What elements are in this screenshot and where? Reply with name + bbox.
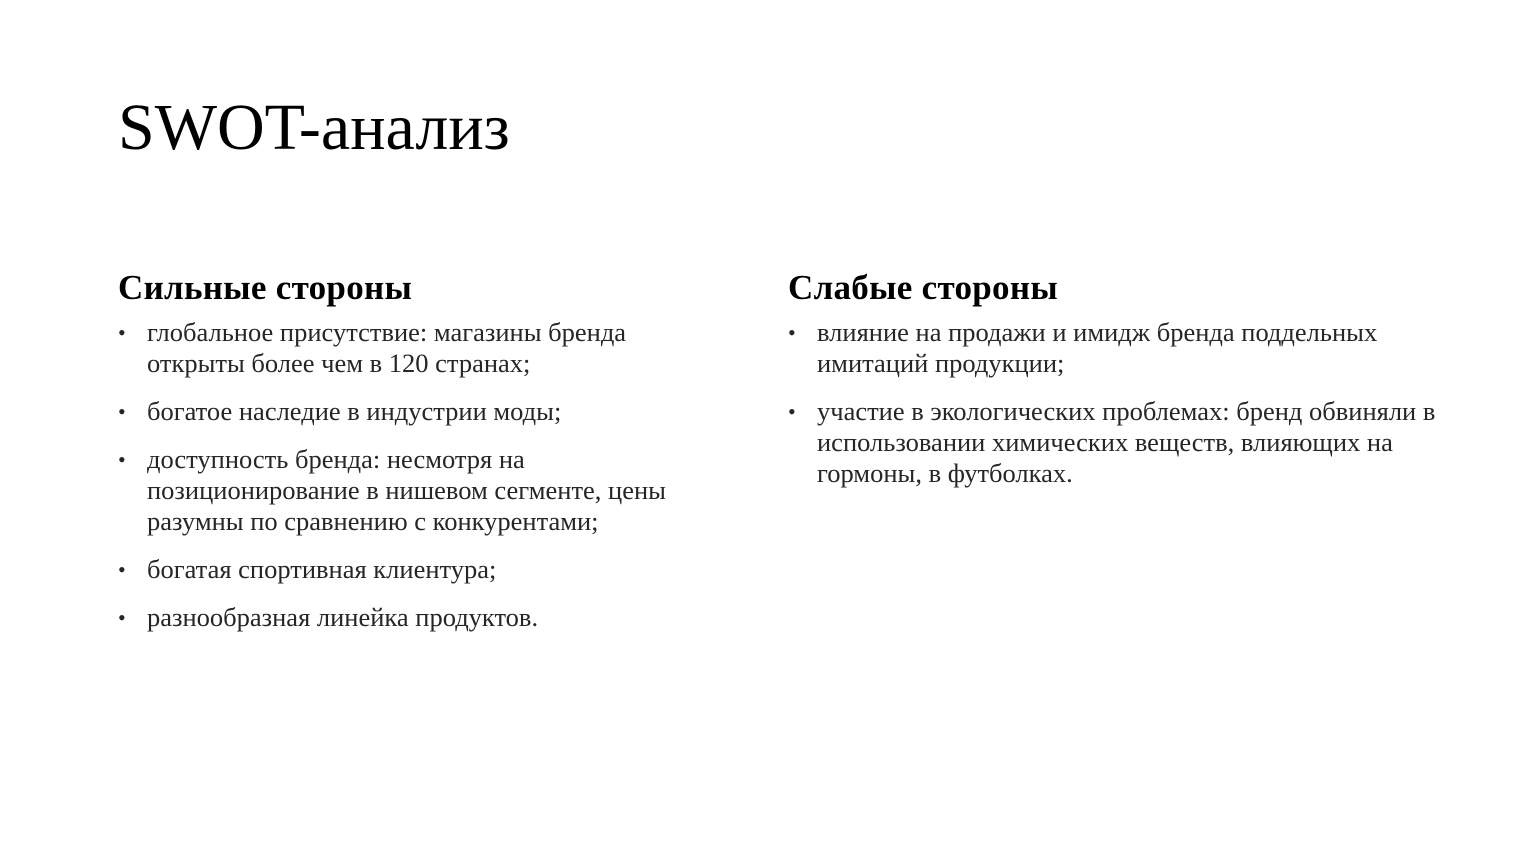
strengths-list	[118, 317, 728, 633]
bullet-icon: •	[118, 557, 126, 582]
strength-item-text: доступность бренда: несмотря на позиционирование в нишевом сегменте, цены разумны по сравнению с конкурентами;	[147, 444, 666, 536]
weakness-item-text: участие в экологических проблемах: бренд обвиняли в использовании химических веществ, влияющих на гормоны, в футболках.	[817, 396, 1436, 488]
strength-item	[118, 444, 728, 537]
strengths-heading: Сильные стороны	[118, 268, 413, 307]
weaknesses-list	[788, 317, 1438, 489]
strength-item	[118, 317, 728, 379]
bullet-icon: •	[788, 399, 796, 424]
bullet-icon: •	[118, 399, 126, 424]
strength-item	[118, 554, 728, 585]
bullet-icon: •	[118, 320, 126, 345]
weaknesses-heading: Слабые стороны	[788, 268, 1058, 307]
strength-item-text: богатое наследие в индустрии моды;	[147, 396, 562, 426]
bullet-icon: •	[118, 447, 126, 472]
weaknesses-column	[788, 266, 1438, 506]
strength-item	[118, 396, 728, 427]
bullet-icon: •	[788, 320, 796, 345]
weakness-item	[788, 317, 1438, 379]
strength-item-text: глобальное присутствие: магазины бренда открыты более чем в 120 странах;	[147, 317, 627, 378]
weakness-item	[788, 396, 1438, 489]
strengths-column	[118, 266, 728, 650]
strength-item	[118, 602, 728, 633]
weakness-item-text: влияние на продажи и имидж бренда поддельных имитаций продукции;	[817, 317, 1378, 378]
strength-item-text: богатая спортивная клиентура;	[147, 554, 497, 584]
slide-title: SWOT-анализ	[118, 91, 510, 164]
bullet-icon: •	[118, 605, 126, 630]
strength-item-text: разнообразная линейка продуктов.	[147, 602, 539, 632]
